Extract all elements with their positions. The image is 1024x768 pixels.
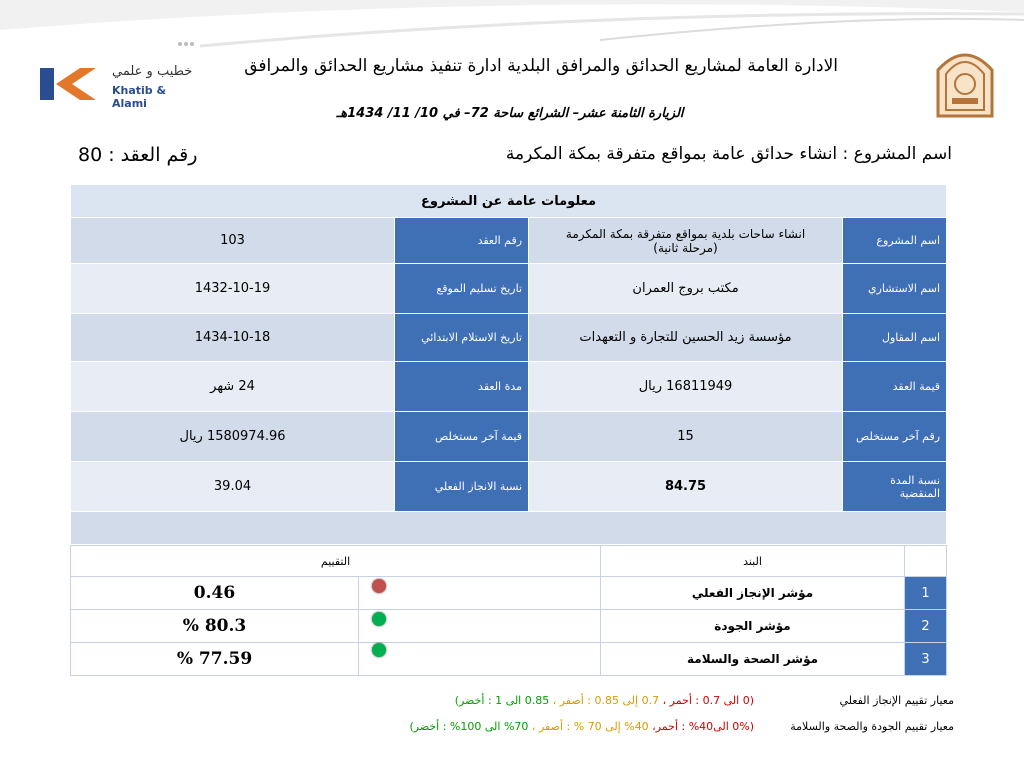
criteria-red: (0 الى 0.7 : أحمر ، bbox=[659, 694, 754, 707]
page-title: الادارة العامة لمشاريع الحدائق والمرافق البلدية ادارة تنفيذ مشاريع الحدائق والمرافق bbox=[244, 56, 838, 76]
info-value: 16811949 ريال bbox=[529, 362, 843, 412]
table-header-row bbox=[71, 546, 947, 577]
info-value: 103 bbox=[71, 218, 395, 264]
contract-number-line: رقم العقد : 80 bbox=[78, 144, 198, 166]
col-header-num: م bbox=[905, 546, 947, 577]
info-value: انشاء ساحات بلدية بمواقع متفرقة بمكة المكرمة (مرحلة ثانية) bbox=[529, 218, 843, 264]
khatib-alami-logo bbox=[40, 62, 200, 110]
indicator-name: مؤشر الصحة والسلامة bbox=[601, 643, 905, 676]
municipality-emblem-icon bbox=[930, 40, 1000, 120]
indicator-name: مؤشر الإنجاز الفعلي bbox=[601, 577, 905, 610]
row-number: 3 bbox=[905, 643, 947, 676]
criteria-green: 0.85 الى 1 : أخضر) bbox=[454, 694, 550, 707]
criteria-yellow: 40% إلى 70 % : أصفر ، bbox=[528, 720, 649, 733]
indicator-score: 80.3 % bbox=[71, 610, 359, 643]
table-row bbox=[71, 577, 947, 610]
table-row bbox=[71, 264, 947, 314]
table-row bbox=[71, 462, 947, 512]
criteria-line-1 bbox=[455, 694, 754, 707]
info-value: مكتب بروج العمران bbox=[529, 264, 843, 314]
col-header-item: البند bbox=[601, 546, 905, 577]
indicator-score: 77.59 % bbox=[71, 643, 359, 676]
info-value: 1434-10-18 bbox=[71, 314, 395, 362]
header-swoosh bbox=[0, 0, 1024, 60]
info-label: نسبة الانجاز الفعلي bbox=[395, 462, 529, 512]
info-label: اسم الاستشاري bbox=[843, 264, 947, 314]
table-row bbox=[71, 218, 947, 264]
table-row bbox=[71, 362, 947, 412]
info-value: 1432-10-19 bbox=[71, 264, 395, 314]
info-label: نسبة المدة المنقضية bbox=[843, 462, 947, 512]
table-row bbox=[71, 314, 947, 362]
info-label: مدة العقد bbox=[395, 362, 529, 412]
info-value: 39.04 bbox=[71, 462, 395, 512]
status-dot-icon bbox=[372, 643, 386, 657]
info-label: قيمة العقد bbox=[843, 362, 947, 412]
info-value: 84.75 bbox=[529, 462, 843, 512]
info-label: قيمة آخر مستخلص bbox=[395, 412, 529, 462]
project-info-table bbox=[70, 184, 947, 545]
info-value: 15 bbox=[529, 412, 843, 462]
status-cell bbox=[359, 577, 601, 610]
criteria-yellow: 0.7 إلى 0.85 : أصفر ، bbox=[549, 694, 660, 707]
indicator-score: 0.46 bbox=[71, 577, 359, 610]
logo-text-ar: خطيب و علمي bbox=[112, 64, 193, 79]
info-table-heading: معلومات عامة عن المشروع bbox=[71, 185, 947, 218]
criteria-line-1-label: معيار تقييم الإنجاز الفعلي bbox=[839, 694, 954, 707]
criteria-red: (0% الى40% : أحمر، bbox=[648, 720, 754, 733]
status-cell bbox=[359, 610, 601, 643]
info-value: 1580974.96 ريال bbox=[71, 412, 395, 462]
visit-subtitle: الزيارة الثامنة عشر– الشرائع ساحة 72– في 10/ 11/ 1434هـ bbox=[336, 106, 684, 121]
info-label: تاريخ تسليم الموقع bbox=[395, 264, 529, 314]
spacer-row bbox=[71, 512, 947, 545]
info-label: اسم المشروع bbox=[843, 218, 947, 264]
status-dot-icon bbox=[372, 579, 386, 593]
info-value: مؤسسة زيد الحسين للتجارة و التعهدات bbox=[529, 314, 843, 362]
indicator-name: مؤشر الجودة bbox=[601, 610, 905, 643]
evaluation-table bbox=[70, 545, 947, 676]
row-number: 1 bbox=[905, 577, 947, 610]
logo-text-en: Khatib & Alami bbox=[112, 84, 167, 110]
project-name-line: اسم المشروع : انشاء حدائق عامة بمواقع متفرقة بمكة المكرمة bbox=[505, 144, 952, 164]
info-label: رقم العقد bbox=[395, 218, 529, 264]
status-cell bbox=[359, 643, 601, 676]
info-label: اسم المقاول bbox=[843, 314, 947, 362]
row-number: 2 bbox=[905, 610, 947, 643]
info-value: 24 شهر bbox=[71, 362, 395, 412]
info-label: تاريخ الاستلام الابتدائي bbox=[395, 314, 529, 362]
col-header-eval: التقييم bbox=[71, 546, 601, 577]
table-row bbox=[71, 643, 947, 676]
criteria-green: 70% الى 100% : أخضر) bbox=[409, 720, 529, 733]
info-label: رقم آخر مستخلص bbox=[843, 412, 947, 462]
criteria-line-2-label: معيار تقييم الجودة والصحة والسلامة bbox=[790, 720, 954, 733]
table-row bbox=[71, 610, 947, 643]
status-dot-icon bbox=[372, 612, 386, 626]
table-row bbox=[71, 412, 947, 462]
criteria-line-2 bbox=[409, 720, 754, 733]
